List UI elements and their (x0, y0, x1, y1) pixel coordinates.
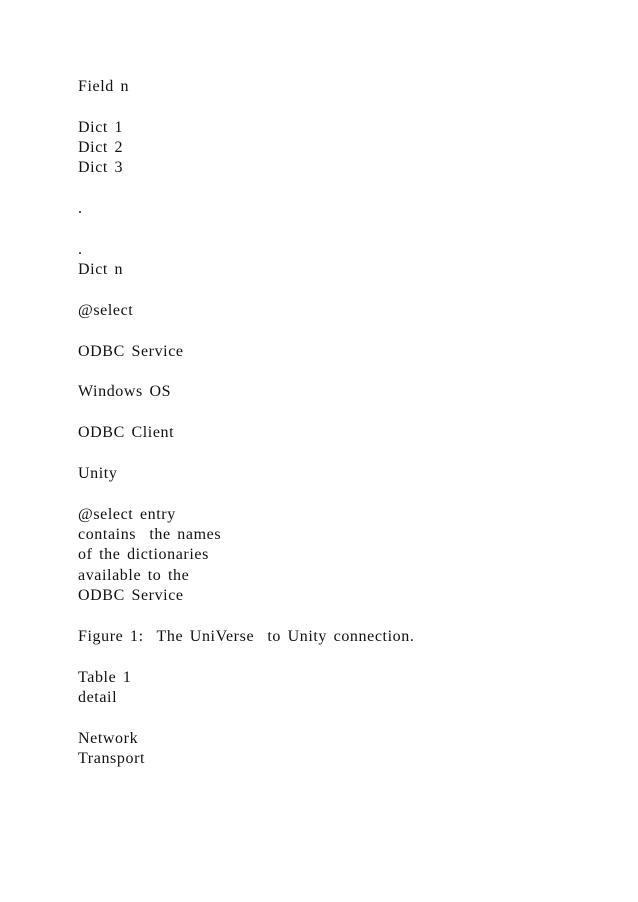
text-dict-1: Dict 1 (78, 119, 124, 136)
text-select-entry-2: contains the names (78, 526, 222, 543)
text-network: Network (78, 730, 139, 747)
text-windows-os: Windows OS (78, 383, 172, 400)
text-odbc-service: ODBC Service (78, 343, 184, 360)
text-transport: Transport (78, 750, 146, 767)
text-detail: detail (78, 689, 118, 706)
text-select-entry-5: ODBC Service (78, 587, 184, 604)
text-field-n: Field n (78, 78, 130, 95)
text-odbc-client: ODBC Client (78, 424, 175, 441)
text-unity: Unity (78, 465, 118, 482)
text-ellipsis-dot-1: . (78, 200, 83, 217)
text-dict-2: Dict 2 (78, 139, 124, 156)
text-select-entry-3: of the dictionaries (78, 546, 209, 563)
figure-caption: Figure 1: The UniVerse to Unity connection. (78, 628, 415, 645)
text-table-1: Table 1 (78, 669, 132, 686)
text-dict-3: Dict 3 (78, 159, 124, 176)
text-ellipsis-dot-2: . (78, 241, 83, 258)
text-select-entry-4: available to the (78, 567, 190, 584)
text-dict-n: Dict n (78, 261, 124, 278)
text-select-entry-1: @select entry (78, 506, 176, 523)
text-select: @select (78, 302, 134, 319)
